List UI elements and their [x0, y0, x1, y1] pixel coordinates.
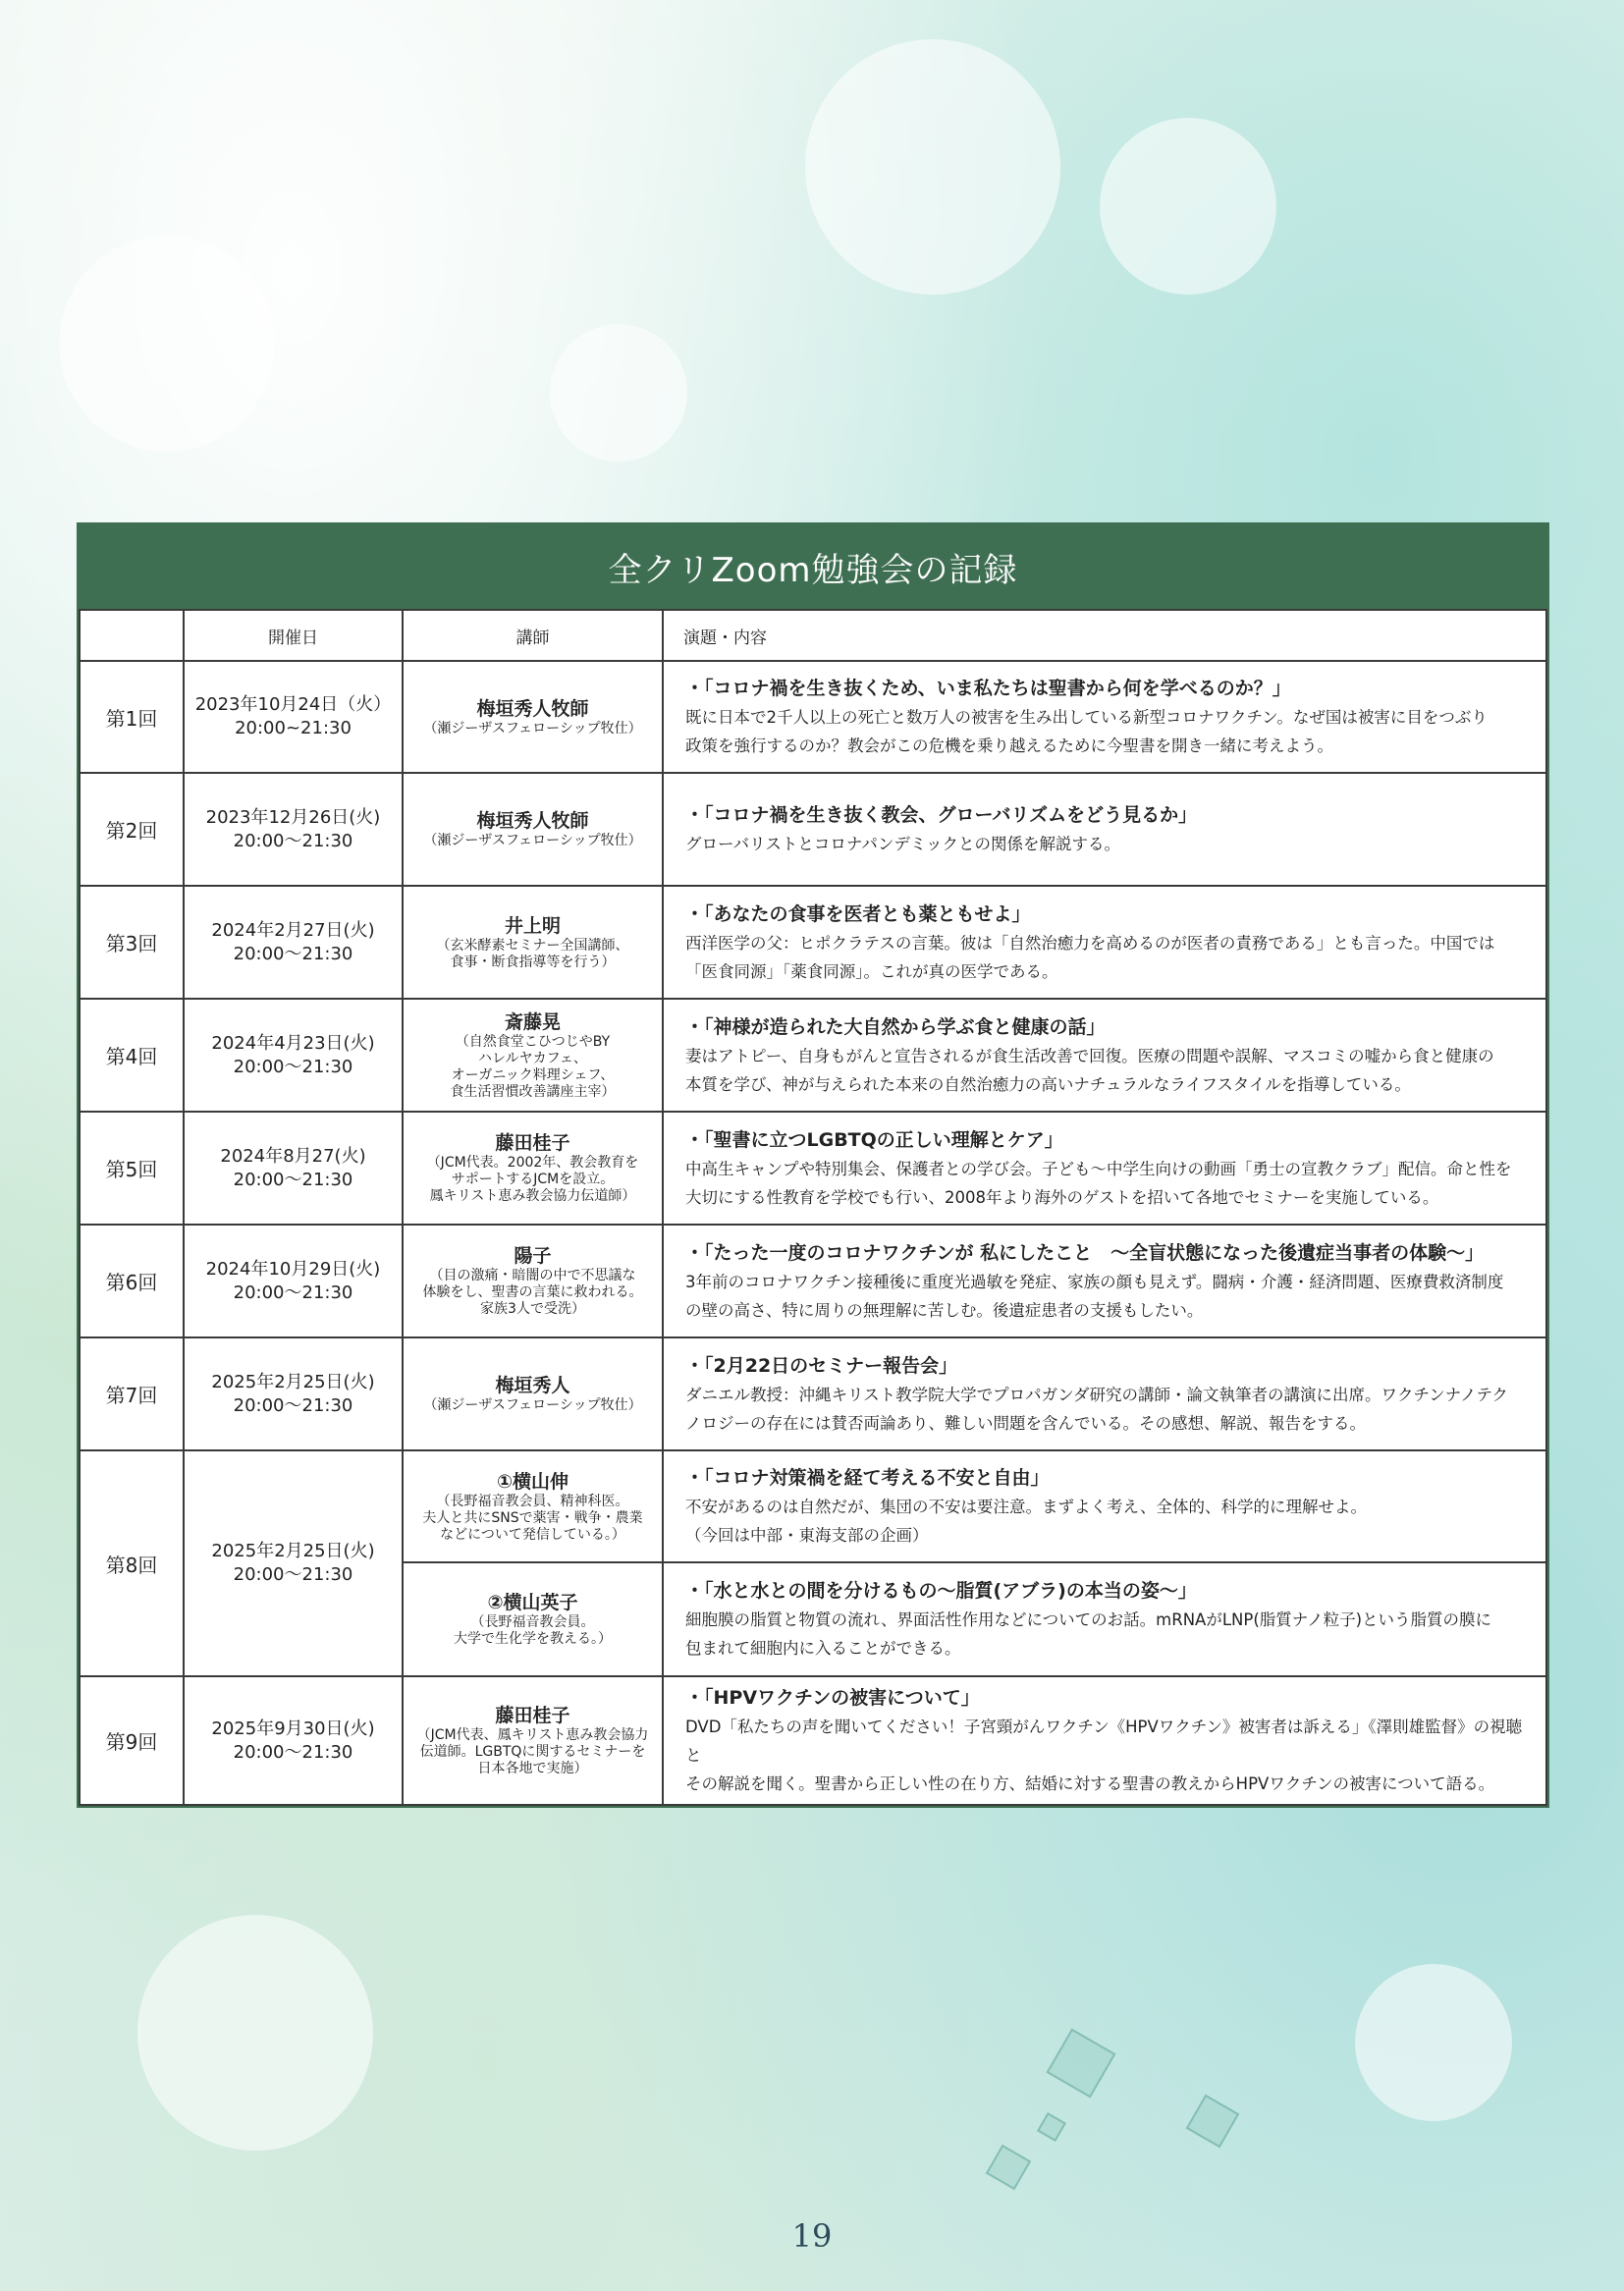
session-date-day: 2024年10月29日(火): [205, 1258, 381, 1280]
lecturer-cell: [403, 1225, 663, 1337]
decorative-crystal: [986, 2145, 1031, 2190]
lecture-topic: ・「コロナ禍を生き抜くため、いま私たちは聖書から何を学べるのか？」: [685, 678, 1291, 699]
content-cell: [663, 999, 1546, 1112]
lecturer-cell: [403, 1450, 663, 1562]
content-cell: [663, 773, 1546, 886]
background-bokeh: [1100, 118, 1276, 295]
content-cell: [663, 886, 1546, 999]
lecturer-cell: [403, 1676, 663, 1805]
session-number: 第3回: [80, 886, 184, 999]
content-cell: [663, 1112, 1546, 1225]
lecture-description: DVD「私たちの声を聞いてください！子宮頸がんワクチン《HPVワクチン》被害者は訴える」《澤則雄監督》の視聴と その解説を聞く。聖書から正しい性の在り方、結婚に対する聖書の教えからHPVワクチンの被害について語る。: [685, 1718, 1523, 1793]
lecture-description: 中高生キャンプや特別集会、保護者との学び会。子ども～中学生向けの動画「勇士の宣教クラブ」配信。命と性を 大切にする性教育を学校でも行い、2008年より海外のゲストを招いて各地でセミナーを実施している。: [685, 1159, 1512, 1207]
table-row: [80, 1676, 1546, 1805]
session-date-time: 20:00～21:30: [233, 830, 353, 851]
lecture-record-table: [77, 522, 1549, 1808]
lecture-description: 不安があるのは自然だが、集団の不安は要注意。まずよく考え、全体的、科学的に理解せよ。 （今回は中部・東海支部の企画）: [685, 1498, 1367, 1545]
session-date: [184, 999, 403, 1112]
session-date: [184, 1337, 403, 1450]
session-number: 第8回: [80, 1450, 184, 1676]
lecturer-affiliation: （目の激痛・暗闇の中で不思議な 体験をし、聖書の言葉に救われる。 家族3人で受洗）: [422, 1268, 643, 1317]
lecture-description: 3年前のコロナワクチン接種後に重度光過敏を発症、家族の顔も見えず。闘病・介護・経済問題、医療費救済制度 の壁の高さ、特に周りの無理解に苦しむ。後遺症患者の支援もしたい。: [685, 1272, 1504, 1320]
lecturer-name: ②横山英子: [487, 1592, 578, 1613]
session-number: 第4回: [80, 999, 184, 1112]
content-cell: [663, 1562, 1546, 1676]
lecturer-affiliation: （瀬ジーザスフェローシップ牧仕）: [423, 833, 642, 848]
decorative-crystal: [1186, 2095, 1240, 2149]
background-bokeh: [550, 324, 687, 462]
lecture-description: 西洋医学の父：ヒポクラテスの言葉。彼は「自然治癒力を高めるのが医者の責務である」とも言った。中国では 「医食同源」「薬食同源」。これが真の医学である。: [685, 933, 1495, 981]
lecturer-cell: [403, 773, 663, 886]
session-date-time: 20:00~21:30: [235, 718, 352, 738]
session-date-time: 20:00～21:30: [233, 1282, 353, 1303]
content-cell: [663, 1450, 1546, 1562]
page-number: 19: [791, 2217, 833, 2255]
table-row: [80, 661, 1546, 773]
session-date-day: 2024年2月27日(火): [211, 919, 375, 941]
session-date-day: 2024年4月23日(火): [211, 1032, 375, 1054]
session-date: [184, 886, 403, 999]
lecturer-cell: [403, 999, 663, 1112]
lecture-description: 細胞膜の脂質と物質の流れ、界面活性作用などについてのお話。mRNAがLNP(脂質ナノ粒子)という脂質の膜に 包まれて細胞内に入ることができる。: [685, 1610, 1492, 1658]
header-row: [80, 610, 1546, 661]
session-date: [184, 1450, 403, 1676]
header-content: 演題・内容: [663, 610, 1546, 661]
session-date-time: 20:00～21:30: [233, 1394, 353, 1416]
session-number: 第6回: [80, 1225, 184, 1337]
header-num: [80, 610, 184, 661]
background-bokeh: [59, 236, 275, 452]
session-number: 第2回: [80, 773, 184, 886]
session-date: [184, 661, 403, 773]
lecturer-name: 陽子: [514, 1245, 552, 1267]
table-row: [80, 886, 1546, 999]
lecturer-affiliation: （長野福音教会員、精神科医。 夫人と共にSNSで薬害・戦争・農業 などについて発信している。）: [422, 1493, 643, 1543]
lecture-description: 妻はアトピー、自身もがんと宣告されるが食生活改善で回復。医療の問題や誤解、マスコミの嘘から食と健康の 本質を学び、神が与えられた本来の自然治癒力の高いナチュラルなライフスタイルを指導している。: [685, 1046, 1494, 1094]
lecturer-name: 梅垣秀人牧師: [476, 697, 589, 720]
lecture-topic: ・「2月22日のセミナー報告会」: [685, 1354, 958, 1377]
lecturer-affiliation: （玄米酵素セミナー全国講師、 食事・断食指導等を行う）: [436, 937, 629, 970]
session-date-day: 2023年10月24日（火）: [194, 694, 392, 715]
lecture-description: ダニエル教授：沖縄キリスト教学院大学でプロパガンダ研究の講師・論文執筆者の講演に出席。ワクチンナノテク ノロジーの存在には賛否両論あり、難しい問題を含んでいる。その感想、解説、報告をする。: [685, 1385, 1508, 1433]
lecture-topic: ・「聖書に立つLGBTQの正しい理解とケア」: [685, 1128, 1063, 1151]
session-date-day: 2025年9月30日(火): [211, 1718, 375, 1739]
session-number: 第9回: [80, 1676, 184, 1805]
lecture-topic: ・「神様が造られた大自然から学ぶ食と健康の話」: [685, 1015, 1106, 1038]
lecturer-name: 斎藤晃: [504, 1010, 561, 1033]
session-date-time: 20:00～21:30: [233, 1169, 353, 1190]
session-number: 第1回: [80, 661, 184, 773]
lecturer-affiliation: （JCM代表。2002年、教会教育を サポートするJCMを設立。 鳳キリスト恵み教会協力伝道師）: [426, 1155, 639, 1204]
lecturer-name: 梅垣秀人牧師: [476, 810, 589, 832]
session-date-time: 20:00～21:30: [233, 943, 353, 964]
session-number: 第5回: [80, 1112, 184, 1225]
table-row: [80, 999, 1546, 1112]
background-bokeh: [1355, 1964, 1512, 2121]
lecture-topic: ・「コロナ対策禍を経て考える不安と自由」: [685, 1467, 1050, 1489]
record-table: [79, 609, 1547, 1806]
lecturer-cell: [403, 661, 663, 773]
lecturer-affiliation: （瀬ジーザスフェローシップ牧仕）: [423, 720, 642, 736]
table-row: [80, 1225, 1546, 1337]
background-bokeh: [137, 1915, 373, 2151]
content-cell: [663, 1676, 1546, 1805]
session-date-time: 20:00～21:30: [233, 1056, 353, 1077]
session-date: [184, 1225, 403, 1337]
decorative-crystal: [1046, 2028, 1115, 2098]
lecturer-affiliation: （長野福音教会員。 大学で生化学を教える。）: [454, 1614, 612, 1647]
content-cell: [663, 1225, 1546, 1337]
lecturer-name: 井上明: [504, 914, 561, 937]
session-date-time: 20:00～21:30: [233, 1741, 353, 1763]
session-date: [184, 1112, 403, 1225]
lecture-topic: ・「HPVワクチンの被害について」: [685, 1687, 980, 1709]
lecturer-affiliation: （JCM代表、鳳キリスト恵み教会協力 伝道師。LGBTQに関するセミナーを 日本各地で実施）: [416, 1727, 649, 1776]
content-cell: [663, 1337, 1546, 1450]
lecturer-cell: [403, 1337, 663, 1450]
lecturer-name: ①横山伸: [496, 1470, 569, 1493]
lecturer-affiliation: （瀬ジーザスフェローシップ牧仕）: [423, 1397, 642, 1413]
table-row: [80, 1450, 1546, 1562]
lecture-description: グローバリストとコロナパンデミックとの関係を解説する。: [685, 835, 1121, 853]
content-cell: [663, 661, 1546, 773]
lecture-topic: ・「コロナ禍を生き抜く教会、グローバリズムをどう見るか」: [685, 804, 1198, 826]
decorative-crystal: [1037, 2112, 1066, 2142]
session-date: [184, 1676, 403, 1805]
lecture-description: 既に日本で2千人以上の死亡と数万人の被害を生み出している新型コロナワクチン。なぜ国は被害に目をつぶり 政策を強行するのか？教会がこの危機を乗り越えるために今聖書を開き一緒に考えよう。: [685, 708, 1488, 755]
lecturer-name: 藤田桂子: [495, 1132, 570, 1154]
session-number: 第7回: [80, 1337, 184, 1450]
lecturer-cell: [403, 1562, 663, 1676]
table-title: 全クリZoom勉強会の記録: [79, 524, 1547, 609]
table-row: [80, 773, 1546, 886]
session-date-day: 2025年2月25日(火): [211, 1371, 375, 1392]
lecture-topic: ・「たった一度のコロナワクチンが 私にしたこと ～全盲状態になった後遺症当事者の体験～」: [685, 1241, 1485, 1264]
lecture-topic: ・「あなたの食事を医者とも薬ともせよ」: [685, 902, 1031, 925]
lecturer-name: 藤田桂子: [495, 1705, 570, 1726]
lecture-topic: ・「水と水との間を分けるもの～脂質(アブラ)の本当の姿～」: [685, 1580, 1197, 1602]
header-date: 開催日: [184, 610, 403, 661]
session-date-day: 2025年2月25日(火): [211, 1541, 375, 1561]
lecturer-name: 梅垣秀人: [495, 1375, 570, 1396]
table-row: [80, 1112, 1546, 1225]
background-bokeh: [805, 39, 1060, 295]
lecturer-cell: [403, 1112, 663, 1225]
session-date-time: 20:00～21:30: [233, 1564, 353, 1585]
session-date-day: 2024年8月27(火): [220, 1145, 366, 1167]
header-lecturer: 講師: [403, 610, 663, 661]
table-row: [80, 1337, 1546, 1450]
lecturer-cell: [403, 886, 663, 999]
lecturer-affiliation: （自然食堂こひつじやBY ハレルヤカフェ、 オーガニック料理シェフ、 食生活習慣改善講座主宰）: [450, 1033, 616, 1100]
session-date-day: 2023年12月26日(火): [205, 806, 381, 828]
session-date: [184, 773, 403, 886]
